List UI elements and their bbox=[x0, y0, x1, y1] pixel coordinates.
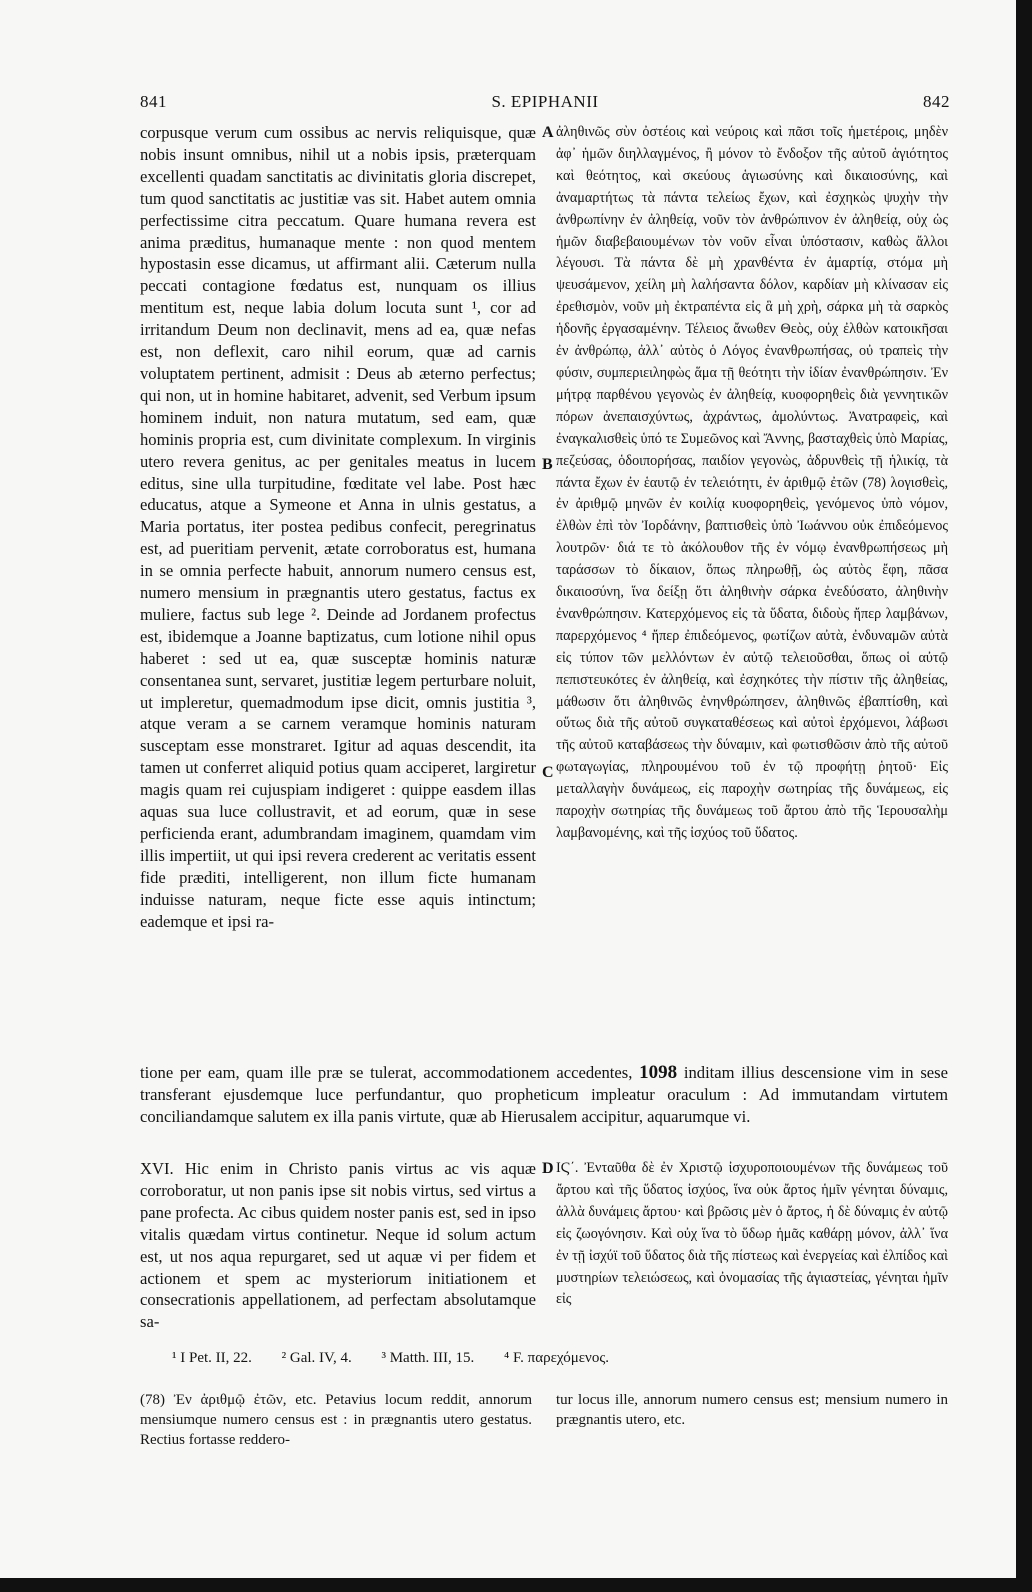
column-number-marker: 1098 bbox=[639, 1062, 678, 1083]
latin-full-after: inditam illius descensione vim in sese transferant ejusdemque luce perfundantur, quo propheticum impleatur oraculum : Ad immutandam virtutem conciliandamque salutem ex illa panis virtute, quæ ab Hierusalem accipitur, aquarumque vi. bbox=[140, 1063, 948, 1126]
latin-column-top bbox=[140, 122, 536, 933]
running-header bbox=[140, 92, 950, 116]
footnote-4: ⁴ F. παρεχόμενος. bbox=[504, 1350, 610, 1366]
running-title: S. EPIPHANII bbox=[491, 92, 599, 111]
section-letter-d: D bbox=[542, 1160, 554, 1177]
greek-column-top bbox=[556, 122, 948, 845]
right-page-number: 842 bbox=[923, 92, 950, 111]
greek-text-top: ἀληθινῶς σὺν ὀστέοις καὶ νεύροις καὶ πᾶσι τοῖς ἡμετέροις, μηδὲν ἀφ᾽ ἡμῶν διηλλαγμένος, ἢ μόνον τὸ ἔνδοξον τῆς αὐτοῦ ἁγιότητος καὶ θεότητος, καὶ σκεύους ἁγιωσύνης καὶ δικαιοσύνης, καὶ ἀναμαρτήτως τὰ πάντα τελείως ἔχων, καὶ ἐσχηκὼς ψυχὴν τὴν ἀνθρωπίνην ἐν ἀληθείᾳ, νοῦν τὸν ἀνθρώπινον ἐν ἀληθείᾳ, οὐχ ὡς ἡμῶν διαβεβαιουμένων τὸν νοῦν εἶναι ὑπόστασιν, καθὼς ἄλλοι λέγουσι. Τὰ πάντα δὲ μὴ χρανθέντα ἐν ἁμαρτίᾳ, στόμα μὴ ψευσάμενον, χείλη μὴ λαλήσαντα δόλον, καρδίαν μὴ κλίνασαν εἰς ἐρεθισμὸν, νοῦν μὴ ἐκτραπέντα εἰς ἃ μὴ χρὴ, σάρκα μὴ τὰ σαρκὸς ἡδονῆς ἐργασαμένην. Τέλειος ἄνωθεν Θεὸς, οὐχ ἐλθὼν κατοικῆσαι ἐν ἀνθρώπῳ, ἀλλ᾽ αὐτὸς ὁ Λόγος ἐνανθρωπήσας, οὐ τραπεὶς τὴν φύσιν, συμπεριειληφὼς ἅμα τῇ θεότητι τὴν ἰδίαν ἐνανθρώπησιν. Ἐν μήτρᾳ παρθένου γεγονὼς ἐν ἀληθείᾳ, κυοφορηθεὶς διὰ γεννητικῶν πόρων ἀνεπαισχύντως, ἀχράντως, ἀμολύντως. Ἀνατραφεὶς, καὶ ἐναγκαλισθεὶς ὑπό τε Συμεῶνος καὶ Ἄννης, βασταχθεὶς ὑπὸ Μαρίας, πεζεύσας, ὁδοιπορήσας, παιδίον γεγονὼς, ἁδρυνθεὶς τῇ ἡλικίᾳ, τὰ πάντα ἔχων ἐν ἑαυτῷ ἐν τελειότητι, ἐν ἀριθμῷ ἐτῶν (78) λογισθεὶς, ἐν ἀριθμῷ μηνῶν ἐν κοιλίᾳ κυοφορηθεὶς, γενόμενος ὑπὸ νόμον, ἐλθὼν ἐπὶ τὸν Ἰορδάνην, βαπτισθεὶς ὑπὸ Ἰωάννου οὐκ ἐπιδεόμενος λουτρῶν· διά τε τὸ ἀκόλουθον τῆς ἐν νόμῳ ἐνανθρωπήσεως μὴ ταράσσων τὸ δίκαιον, ὅπως πληρωθῇ, ὡς αὐτὸς ἔφη, πᾶσα δικαιοσύνη, ἵνα δείξῃ ὅτι ἀληθινὴν σάρκα ἐνεδύσατο, ἀληθινὴν ἐνανθρώπησιν. Κατερχόμενος εἰς τὰ ὕδατα, διδοὺς ἤπερ λαμβάνων, παρερχόμενος ⁴ ἤπερ ἐπιδεόμενος, φωτίζων αὐτὰ, ἐνδυναμῶν αὐτὰ εἰς τύπον τῶν μελλόντων ἐν αὐτῷ τελειοῦσθαι, ὅπως οἱ αὐτῷ πεπιστευκότες ἐν ἀληθείᾳ, καὶ ἐσχηκότες τὴν πίστιν τῆς ἀληθείας, μάθωσιν ὅτι ἀληθινῶς ἐνηνθρώπησεν, ἀληθινῶς ἐβαπτίσθη, καὶ οὕτως διὰ τῆς αὐτοῦ συγκαταθέσεως καὶ αὐτοὶ ἐρχόμενοι, λάβωσι τῆς αὐτοῦ καταβάσεως τὴν δύναμιν, καὶ φωτισθῶσιν ἀπὸ τῆς αὐτοῦ φωταγωγίας, πληρουμένου τοῦ ἐν τῷ προφήτῃ ῥητοῦ· Εἰς μεταλλαγὴν δυνάμεως, εἰς παροχὴν σωτηρίας τῆς δυνάμεως, εἰς παροχὴν σωτηρίας τῆς δυνάμεως τοῦ ἄρτου ἀπὸ τῆς Ἱερουσαλὴμ λαμβανομένης, καὶ τῆς ἰσχύος τοῦ ὕδατος. bbox=[556, 124, 948, 841]
commentary-right: tur locus ille, annorum numero census est; mensium numero in prægnantis utero, etc. bbox=[556, 1392, 948, 1428]
latin-full-before: tione per eam, quam ille præ se tulerat, accommodationem accedentes, bbox=[140, 1063, 633, 1082]
left-page-number: 841 bbox=[140, 92, 167, 111]
latin-column-bottom bbox=[140, 1158, 536, 1333]
latin-text-bottom: XVI. Hic enim in Christo panis virtus ac vis aquæ corroboratur, ut non panis ipse sit nobis virtus, sed virtus a pane profecta. Ac cibus quidem noster panis est, sed in ipso vitalis quædam virtus continetur. Neque id solum actum est, ut nos aqua repurgaret, sed ut aquæ vi per fidem et actionem et spem ac mysteriorum initiationem et consecrationis appellationem, ad perfectam absolutamque sa- bbox=[140, 1159, 536, 1332]
scan-edge-bottom bbox=[0, 1578, 1032, 1592]
footnotes bbox=[172, 1350, 932, 1367]
section-letter-c: C bbox=[542, 764, 554, 781]
scan-edge-right bbox=[1016, 0, 1032, 1592]
latin-full-width-paragraph bbox=[140, 1062, 948, 1128]
greek-column-bottom bbox=[556, 1158, 948, 1311]
greek-text-bottom: ΙϚ΄. Ἐνταῦθα δὲ ἐν Χριστῷ ἰσχυροποιουμένων τῆς δυνάμεως τοῦ ἄρτου καὶ τῆς ὕδατος ἰσχύος, ἵνα οὐκ ἄρτος ἡμῖν γένηται δύναμις, ἀλλὰ δυνάμεις ἄρτου· καὶ βρῶσις μὲν ὁ ἄρτος, ἡ δὲ δύναμις ἐν αὐτῷ εἰς ζωογόνησιν. Καὶ οὐχ ἵνα τὸ ὕδωρ ἡμᾶς καθάρῃ μόνον, ἀλλ᾽ ἵνα ἐν τῇ ἰσχύϊ τοῦ ὕδατος διὰ τῆς πίστεως καὶ ἐνεργείας καὶ ἐλπίδος καὶ μυστηρίων τελειώσεως, καὶ ὀνομασίας τῆς ἁγιαστείας, γένηται ἡμῖν εἰς bbox=[556, 1160, 948, 1308]
commentary-left: (78) Ἐν ἀριθμῷ ἐτῶν, etc. Petavius locum reddit, annorum mensiumque numero census est : in prægnantis utero gestatus. Rectius fortasse reddero- bbox=[140, 1392, 532, 1448]
section-letter-b: B bbox=[542, 456, 553, 473]
latin-text-top: corpusque verum cum ossibus ac nervis reliquisque, quæ nobis insunt omnibus, nihil ut a nobis ipsis, præterquam excellenti quadam sanctitatis ac divinitatis gloria discrepet, tum quod sanctitatis ac justitiæ vas sit. Habet autem omnia perfectissime citra peccatum. Quare humana revera est anima præditus, humanaque mente : non quod mentem hypostasin esse dicamus, ut affirmant alii. Cæterum nulla peccati contagione fœdatus est, nunquam os illius mentitum est, neque labia dolum locuta sunt ¹, cor ad irritandum Deum non declinavit, mens ad ea, quæ nefas est, non deflexit, caro nihil eorum, quæ ad carnis voluptatem pertinent, admisit : Deus ab æterno perfectus; qui non, ut in homine habitaret, advenit, sed Verbum ipsum hominem induit, non natura mutatum, sed eam, quæ hominis propria est, cum divinitate complexum. In virginis utero revera genitus, ac per genitales meatus in lucem editus, sine ulla turpitudine, fœditate vel labe. Post hæc educatus, atque a Symeone et Anna in ulnis gestatus, a Maria portatus, iter postea pedibus confecit, peregrinatus est, ad pueritiam pervenit, ætate corroboratus est, humana in se omnia perfecte habuit, annorum numero census est, numero mensium in prægnantis utero gestatus, factus ex muliere, factus sub lege ². Deinde ad Jordanem profectus est, ibidemque a Joanne baptizatus, cum lotione nihil opus haberet : sed ut ea, quæ susceptæ hominis naturæ consentanea sunt, servaret, justitiæ legem perturbare noluit, ut impleretur, quemadmodum ipse dicit, omnis justitia ³, atque veram a se carnem veramque hominis naturam susceptam esse monstraret. Igitur ad aquas descendit, ita tamen ut conferret aliquid potius quam acciperet, largiretur magis quam rei cujuspiam indigeret : quippe easdem illas aquas sua luce collustravit, et ad eorum, quæ in sese perficienda erant, adumbrandam imaginem, quamdam vim illis impertiit, ut qui ipsi revera crederent ac veritatis essent fide præditi, intelligerent, non illum ficte humanam induisse naturam, neque ficte esse aquis intinctum; eademque et ipsi ra- bbox=[140, 123, 536, 931]
footnote-3: ³ Matth. III, 15. bbox=[381, 1350, 475, 1366]
footnote-2: ² Gal. IV, 4. bbox=[281, 1350, 352, 1366]
section-letter-a: A bbox=[542, 124, 554, 141]
footnote-1: ¹ I Pet. II, 22. bbox=[172, 1350, 252, 1366]
